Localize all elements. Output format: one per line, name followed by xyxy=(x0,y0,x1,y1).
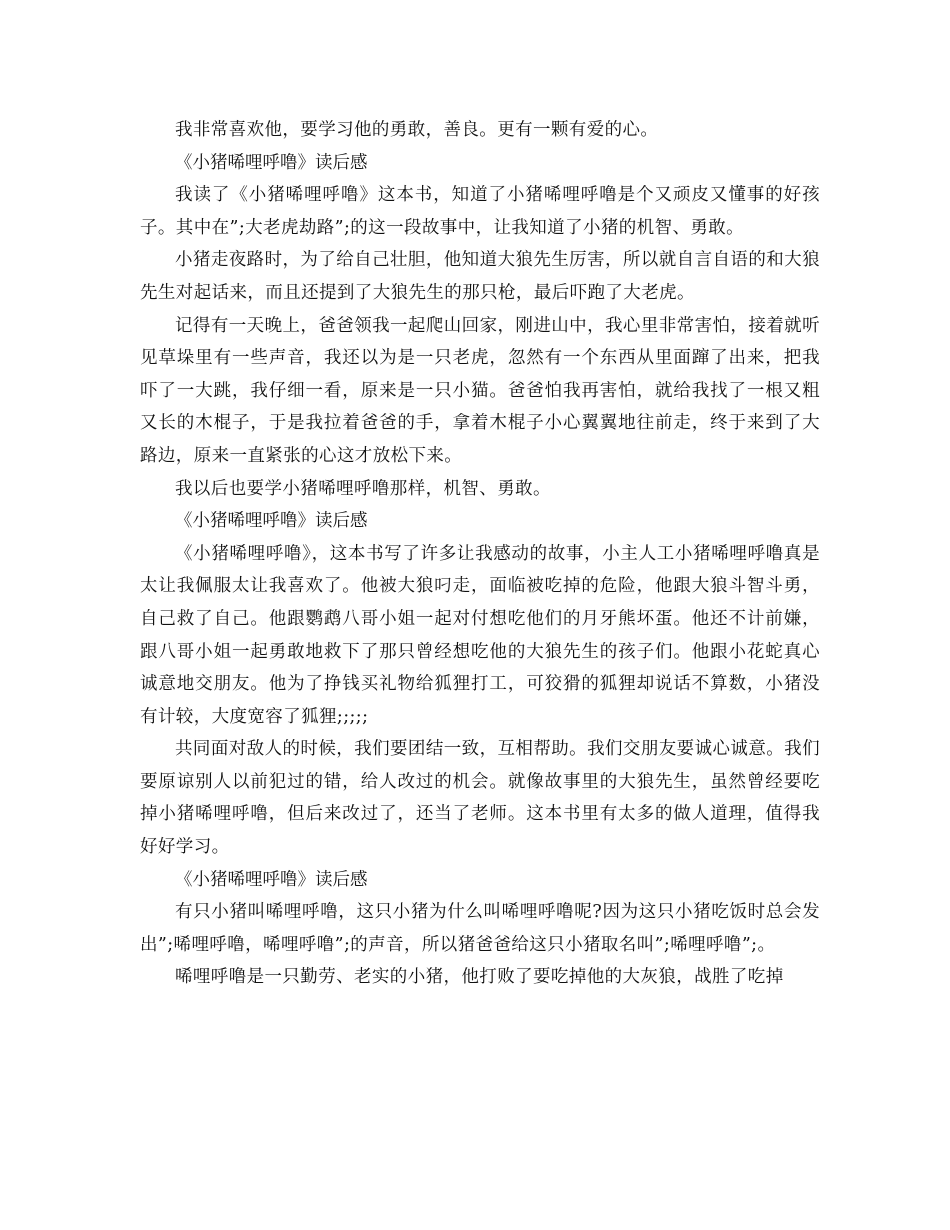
paragraph-lessons-3: 共同面对敌人的时候，我们要团结一致，互相帮助。我们交朋友要诚心诚意。我们要原谅别人以前犯过的错，给人改过的机会。就像故事里的大狼先生，虽然曾经要吃掉小猪唏哩呼噜，但后来改过了，还当了老师。这本书里有太多的做人道理，值得我好好学习。 xyxy=(140,739,820,858)
paragraph-intro-3: 《小猪唏哩呼噜》，这本书写了许多让我感动的故事，小主人工小猪唏哩呼噜真是太让我佩服太让我喜欢了。他被大狼叼走，面临被吃掉的危险，他跟大狼斗智斗勇，自己救了自己。他跟鹦鹉八哥小姐一起对付想吃他们的月牙熊坏蛋。他还不计前嫌，跟八哥小姐一起勇敢地救下了那只曾经想吃他的大狼先生的孩子们。他跟小花蛇真心诚意地交朋友。他为了挣钱买礼物给狐狸打工，可狡猾的狐狸却说话不算数，小猪没有计较，大度宽容了狐狸;;;;; xyxy=(140,543,820,727)
essay-title-2: 《小猪唏哩呼噜》读后感 xyxy=(175,152,368,173)
essay-title-4: 《小猪唏哩呼噜》读后感 xyxy=(175,869,368,890)
paragraph-character-4: 唏哩呼噜是一只勤劳、老实的小猪，他打败了要吃掉他的大灰狼，战胜了吃掉 xyxy=(175,967,784,988)
document-body xyxy=(140,114,820,994)
paragraph-story-summary: 小猪走夜路时，为了给自己壮胆，他知道大狼先生厉害，所以就自言自语的和大狼先生对起话来，而且还提到了大狼先生的那只枪，最后吓跑了大老虎。 xyxy=(140,250,820,303)
paragraph-intro-4: 有只小猪叫唏哩呼噜，这只小猪为什么叫唏哩呼噜呢?因为这只小猪吃饭时总会发出”;唏哩呼噜，唏哩呼噜”;的声音，所以猪爸爸给这只小猪取名叫”;唏哩呼噜”;。 xyxy=(140,902,820,955)
paragraph-conclusion-2: 我以后也要学小猪唏哩呼噜那样，机智、勇敢。 xyxy=(175,478,551,499)
essay-title-3: 《小猪唏哩呼噜》读后感 xyxy=(175,511,368,532)
paragraph-closing-remark: 我非常喜欢他，要学习他的勇敢，善良。更有一颗有爱的心。 xyxy=(175,120,659,140)
paragraph-personal-story: 记得有一天晚上，爸爸领我一起爬山回家，刚进山中，我心里非常害怕，接着就听见草垛里有一些声音，我还以为是一只老虎，忽然有一个东西从里面蹿了出来，把我吓了一大跳，我仔细一看，原来是一只小猫。爸爸怕我再害怕，就给我找了一根又粗又长的木棍子，于是我拉着爸爸的手，拿着木棍子小心翼翼地往前走，终于来到了大路边，原来一直紧张的心这才放松下来。 xyxy=(140,315,820,466)
paragraph-intro-2: 我读了《小猪唏哩呼噜》这本书，知道了小猪唏哩呼噜是个又顽皮又懂事的好孩子。其中在”;大老虎劫路”;的这一段故事中，让我知道了小猪的机智、勇敢。 xyxy=(140,185,820,238)
